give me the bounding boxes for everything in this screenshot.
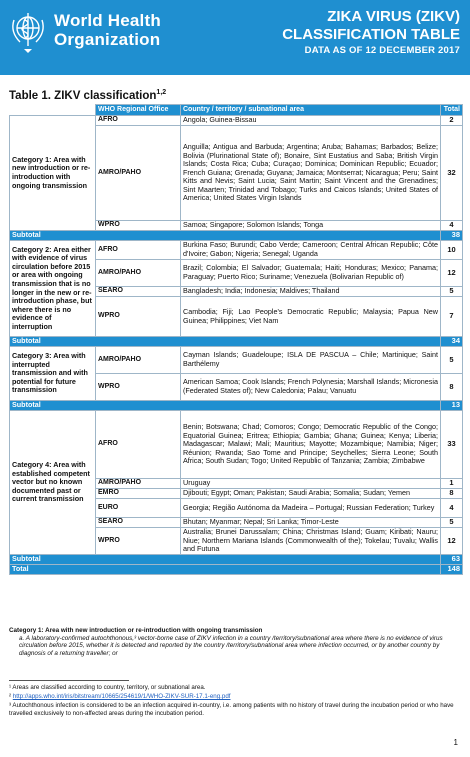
region-cell: AFRO (96, 241, 181, 260)
table-row (10, 241, 463, 260)
countries-cell: Georgia; Região Autónoma da Madeira – Portugal; Russian Federation; Turkey (181, 499, 441, 518)
region-cell: WPRO (96, 297, 181, 337)
subtotal-label: Subtotal (10, 231, 441, 241)
row-total: 4 (441, 221, 463, 231)
region-cell: WPRO (96, 528, 181, 555)
region-cell: AFRO (96, 116, 181, 126)
row-total: 2 (441, 116, 463, 126)
region-cell: AFRO (96, 411, 181, 479)
countries-cell: Burkina Faso; Burundi; Cabo Verde; Cameroon; Central African Republic; Côte d'Ivoire; Gabon; Nigeria; Senegal; Uganda (181, 241, 441, 260)
row-total: 10 (441, 241, 463, 260)
countries-cell: Anguilla; Antigua and Barbuda; Argentina; Aruba; Bahamas; Barbados; Belize; Bolivia (Plurinational State of); Bonaire, Sint Eustatius and Saba; British Virgin Islands; Costa Rica; Cuba; Curaçao; Dominica; Dominican Republic; Ecuador; French Guiana; Grenada; Guyana; Jamaica; Montserrat; Nicaragua; Peru; Saint Kitts and Nevis; Saint Lucia; Saint Martin; Saint Vincent and the Grenadines; Sint Maarten; Trinidad and Tobago; Turks and Caicos Islands; United States of America; United States Virgin Islands (181, 126, 441, 221)
row-total: 1 (441, 479, 463, 489)
category-2-label: Category 2: Area either with evidence of virus circulation before 2015 or area with ongoing transmission that is no longer in the new or re-introduction phase, but where there is no evidence of interruption (10, 241, 96, 337)
row-total: 12 (441, 528, 463, 555)
col-header-country: Country / territory / subnational area (181, 105, 441, 116)
document-title (282, 8, 460, 58)
region-cell: WPRO (96, 221, 181, 231)
subtotal-row (10, 231, 463, 241)
caption-footnote-ref: 1,2 (156, 89, 167, 96)
countries-cell: Angola; Guinea-Bissau (181, 116, 441, 126)
countries-cell: Brazil; Colombia; El Salvador; Guatemala; Haiti; Honduras; Mexico; Panama; Paraguay; Puerto Rico; Suriname; Venezuela (Bolivarian Republic of) (181, 260, 441, 287)
countries-cell: American Samoa; Cook Islands; French Polynesia; Marshall Islands; Micronesia (Federated States of); New Caledonia; Palau; Vanuatu (181, 374, 441, 401)
who-emblem-icon (8, 10, 48, 54)
col-header-total: Total (441, 105, 463, 116)
total-row (10, 565, 463, 575)
region-cell: AMRO/PAHO (96, 126, 181, 221)
footnote-3: ³ Autochthonous infection is considered to be an infection acquired in-country, i.e. among patients with no history of travel during the incubation period or who have travelled exclusively to non-affected areas during the incubation period. (9, 702, 454, 717)
data-date: DATA AS OF 12 DECEMBER 2017 (304, 45, 460, 56)
caption-text: Table 1. ZIKV classification (9, 89, 157, 102)
table-row (10, 116, 463, 126)
row-total: 8 (441, 489, 463, 499)
subtotal-row (10, 555, 463, 565)
classification-table (9, 104, 463, 575)
subtotal-label: Subtotal (10, 401, 441, 411)
row-total: 33 (441, 411, 463, 479)
row-total: 4 (441, 499, 463, 518)
table-header-row (10, 105, 463, 116)
subtotal-label: Subtotal (10, 555, 441, 565)
table-caption (9, 89, 166, 102)
subtotal-label: Subtotal (10, 337, 441, 347)
header-blank-cell (10, 105, 96, 116)
table-row (10, 411, 463, 479)
row-total: 5 (441, 347, 463, 374)
category-notes (9, 627, 462, 657)
org-name-line1: World Health (54, 11, 161, 30)
category-4-label: Category 4: Area with established competent vector but no known documented past or current transmission (10, 411, 96, 555)
countries-cell: Djibouti; Egypt; Oman; Pakistan; Saudi Arabia; Somalia; Sudan; Yemen (181, 489, 441, 499)
total-label: Total (10, 565, 441, 575)
subtotal-value: 13 (441, 401, 463, 411)
subtotal-value: 38 (441, 231, 463, 241)
footnote-divider (9, 680, 129, 681)
countries-cell: Uruguay (181, 479, 441, 489)
countries-cell: Samoa; Singapore; Solomon Islands; Tonga (181, 221, 441, 231)
category-1-label: Category 1: Area with new introduction or re-introduction with ongoing transmission (10, 116, 96, 231)
region-cell: AMRO/PAHO (96, 347, 181, 374)
countries-cell: Bhutan; Myanmar; Nepal; Sri Lanka; Timor-Leste (181, 518, 441, 528)
col-header-region: WHO Regional Office (96, 105, 181, 116)
org-name (54, 11, 161, 49)
countries-cell: Cayman Islands; Guadeloupe; ISLA DE PASCUA – Chile; Martinique; Saint Barthélemy (181, 347, 441, 374)
subtotal-row (10, 337, 463, 347)
subtotal-value: 34 (441, 337, 463, 347)
region-cell: SEARO (96, 287, 181, 297)
countries-cell: Benin; Botswana; Chad; Comoros; Congo; Democratic Republic of the Congo; Equatorial Guinea; Eritrea; Ethiopia; Gambia; Ghana; Guinea; Kenya; Liberia; Madagascar; Malawi; Mali; Mauritius; Mayotte; Mozambique; Namibia; Niger; Réunion; Rwanda; Sao Tome and Principe; Seychelles; Sierra Leone; South Africa; South Sudan; Togo; United Republic of Tanzania; Zambia; Zimbabwe (181, 411, 441, 479)
row-total: 32 (441, 126, 463, 221)
title-line2: CLASSIFICATION TABLE (282, 26, 460, 43)
notes-heading: Category 1: Area with new introduction or re-introduction with ongoing transmission (9, 627, 263, 634)
footnote-2-link[interactable]: http://apps.who.int/iris/bitstream/10665/254619/1/WHO-ZIKV-SUR-17.1-eng.pdf (12, 693, 231, 700)
region-cell: EURO (96, 499, 181, 518)
countries-cell: Australia; Brunei Darussalam; China; Christmas Island; Guam; Kiribati; Nauru; Niue; Northern Mariana Islands (Commonwealth of the); Tokelau; Tuvalu; Wallis and Futuna (181, 528, 441, 555)
notes-item-a: a. A laboratory-confirmed autochthonous,³ vector-borne case of ZIKV infection in a country /territory/subnational area where there is no evidence of virus circulation before 2015, whether it is detected and reported by the country /territory/subnational area where infection occurred, or by another country by diagnosis of a returning traveller; or (19, 634, 443, 657)
row-total: 5 (441, 287, 463, 297)
footnote-2-marker: ² (9, 693, 13, 700)
subtotal-value: 63 (441, 555, 463, 565)
subtotal-row (10, 401, 463, 411)
row-total: 8 (441, 374, 463, 401)
row-total: 7 (441, 297, 463, 337)
table-row (10, 347, 463, 374)
region-cell: AMRO/PAHO (96, 260, 181, 287)
row-total: 12 (441, 260, 463, 287)
row-total: 5 (441, 518, 463, 528)
region-cell: WPRO (96, 374, 181, 401)
countries-cell: Bangladesh; India; Indonesia; Maldives; Thailand (181, 287, 441, 297)
category-3-label: Category 3: Area with interrupted transmission and with potential for future transmission (10, 347, 96, 401)
org-name-line2: Organization (54, 30, 161, 49)
countries-cell: Cambodia; Fiji; Lao People's Democratic Republic; Malaysia; Papua New Guinea; Philippines; Viet Nam (181, 297, 441, 337)
header-banner (0, 0, 470, 75)
region-cell: AMRO/PAHO (96, 479, 181, 489)
footnote-1: ¹ Areas are classified according to country, territory, or subnational area. (9, 684, 206, 691)
title-line1: ZIKA VIRUS (ZIKV) (327, 8, 460, 25)
region-cell: SEARO (96, 518, 181, 528)
footnote-2 (9, 693, 462, 701)
region-cell: EMRO (96, 489, 181, 499)
page-number: 1 (453, 738, 458, 747)
total-value: 148 (441, 565, 463, 575)
